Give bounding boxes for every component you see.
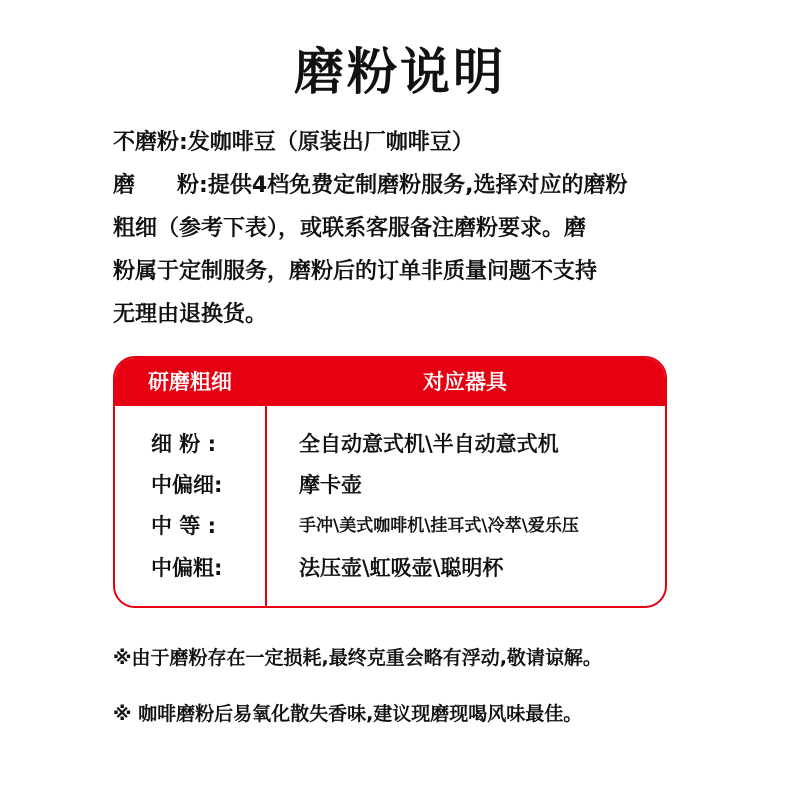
grind-tools: 法压壶\虹吸壶\聪明杯 (299, 556, 504, 580)
grind-grade: 中 等 : (151, 514, 217, 538)
header-tools: 对应器具 (423, 370, 507, 394)
intro-label-char-2: 粉 (177, 173, 200, 198)
note-freshness: ※ 咖啡磨粉后易氧化散失香味,建议现磨现喝风味最佳。 (113, 703, 583, 725)
intro-line-2-text: :提供4档免费定制磨粉服务,选择对应的磨粉 (199, 173, 628, 198)
table-header (115, 358, 665, 406)
intro-line-3: 粗细（参考下表），或联系客服备注磨粉要求。磨 (113, 216, 587, 241)
header-grind: 研磨粗细 (148, 370, 232, 394)
table-row (115, 424, 665, 464)
intro-line-4: 粉属于定制服务，磨粉后的订单非质量问题不支持 (113, 259, 598, 284)
intro-line-1: 不磨粉:发咖啡豆（原装出厂咖啡豆） (113, 130, 474, 155)
intro-label-char-1: 磨 (113, 173, 136, 198)
grind-grade: 中偏细: (151, 473, 223, 497)
table-row (115, 548, 665, 588)
grind-tools: 全自动意式机\半自动意式机 (299, 432, 559, 456)
intro-line-2 (113, 164, 693, 207)
note-weight: ※由于磨粉存在一定损耗,最终克重会略有浮动,敬请谅解。 (113, 647, 602, 669)
table-row (115, 506, 665, 546)
intro-text (113, 121, 693, 336)
grind-tools: 手冲\美式咖啡机\挂耳式\冷萃\爱乐压 (299, 516, 579, 536)
grind-table (113, 356, 667, 608)
page-title: 磨粉说明 (294, 43, 506, 101)
grind-grade: 中偏粗: (151, 556, 223, 580)
table-row (115, 465, 665, 505)
grind-tools: 摩卡壶 (299, 473, 362, 497)
grind-grade: 细 粉 : (151, 432, 217, 456)
intro-line-5: 无理由退换货。 (113, 302, 268, 327)
